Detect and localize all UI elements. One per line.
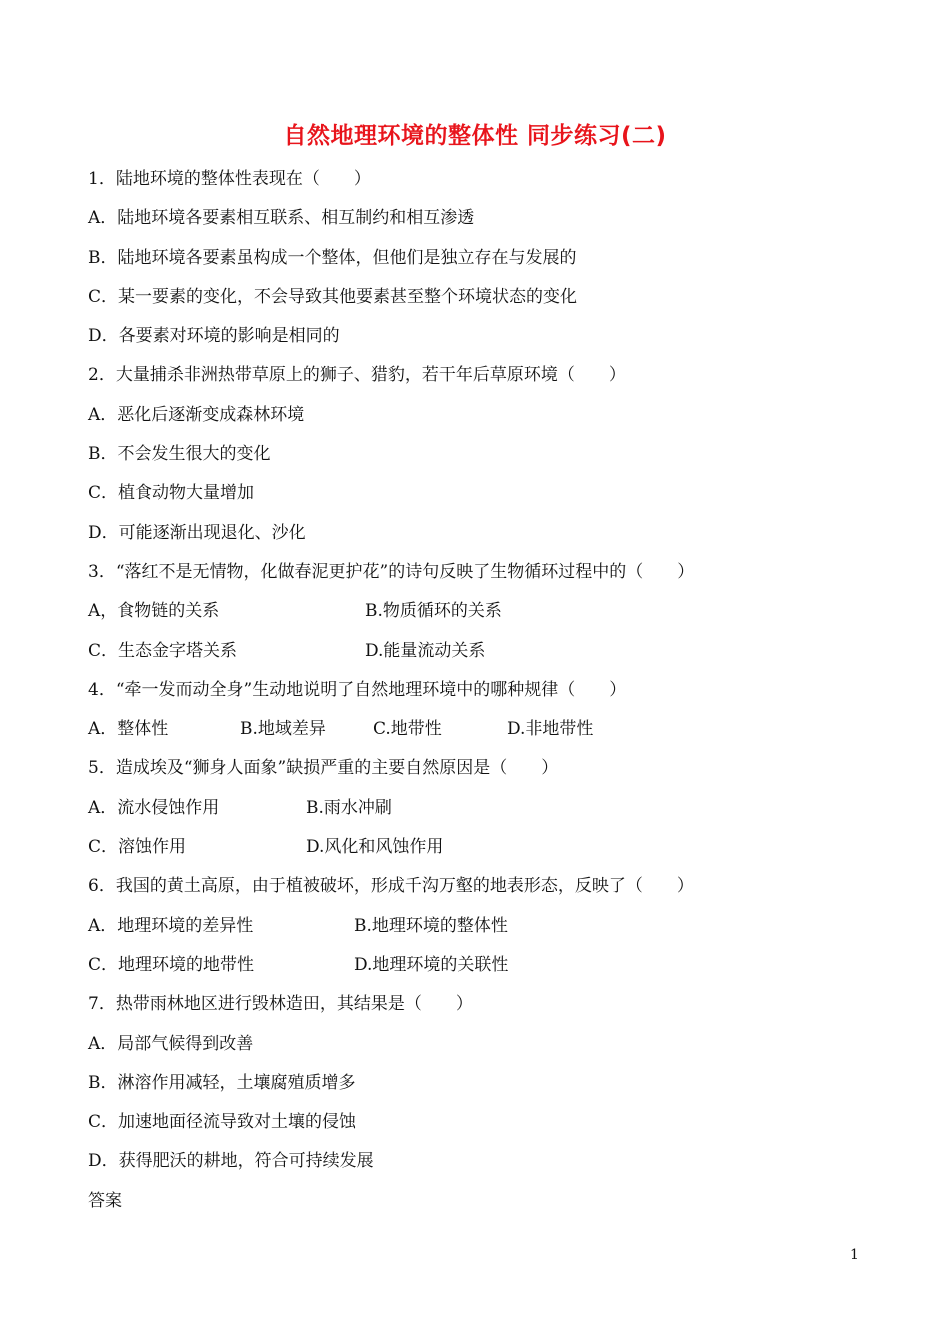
question-3-option-c: C．生态金字塔关系 (88, 640, 238, 661)
question-2-option-c: C．植食动物大量增加 (88, 483, 255, 504)
question-5-option-row-2 (88, 828, 888, 867)
question-7-option-b: B．淋溶作用减轻，土壤腐殖质增多 (88, 1072, 356, 1093)
question-7-option-c: C．加速地面径流导致对土壤的侵蚀 (88, 1112, 357, 1133)
question-6-option-row-2 (88, 946, 888, 985)
question-5-option-a: A．流水侵蚀作用 (88, 797, 220, 818)
page-number: 1 (850, 1247, 859, 1263)
question-3-option-b: B.物质循环的关系 (365, 601, 502, 622)
question-3-option-d: D.能量流动关系 (365, 640, 486, 661)
question-1-option-d: D．各要素对环境的影响是相同的 (88, 326, 340, 347)
question-6-option-c: C．地理环境的地带性 (88, 954, 255, 975)
question-7-stem: 7．热带雨林地区进行毁林造田，其结果是（ ） (88, 994, 473, 1015)
question-3-option-row-2 (88, 632, 888, 671)
question-2-option-b: B．不会发生很大的变化 (88, 444, 271, 465)
question-5-option-b: B.雨水冲刷 (306, 797, 392, 818)
question-1-option-b: B．陆地环境各要素虽构成一个整体，但他们是独立存在与发展的 (88, 247, 577, 268)
question-4-option-b: B.地域差异 (240, 719, 326, 740)
answer-heading: 答案 (88, 1190, 122, 1211)
question-7-option-d: D．获得肥沃的耕地，符合可持续发展 (88, 1151, 374, 1172)
question-6-option-row-1 (88, 907, 888, 946)
question-1-stem: 1．陆地环境的整体性表现在（ ） (88, 169, 371, 189)
question-6-option-b: B.地理环境的整体性 (354, 915, 508, 936)
question-4-option-row (88, 710, 888, 749)
page-title: 自然地理环境的整体性 同步练习(二) (283, 123, 667, 149)
question-5-option-c: C．溶蚀作用 (88, 837, 187, 858)
question-6-option-a: A．地理环境的差异性 (88, 915, 254, 936)
question-5-option-row-1 (88, 789, 888, 828)
question-5-stem: 5．造成埃及“狮身人面象”缺损严重的主要自然原因是（ ） (88, 758, 559, 779)
question-1-option-a: A．陆地环境各要素相互联系、相互制约和相互渗透 (88, 208, 475, 229)
question-2-option-d: D．可能逐渐出现退化、沙化 (88, 522, 306, 543)
question-4-stem: 4．“牵一发而动全身”生动地说明了自然地理环境中的哪种规律（ ） (88, 679, 627, 700)
question-3-stem: 3．“落红不是无情物，化做春泥更护花”的诗句反映了生物循环过程中的（ ） (88, 561, 695, 582)
question-3-option-row-1 (88, 592, 888, 631)
question-7-option-a: A．局部气候得到改善 (88, 1033, 254, 1054)
question-2-stem: 2．大量捕杀非洲热带草原上的狮子、猎豹，若干年后草原环境（ ） (88, 365, 626, 386)
question-4-option-a: A．整体性 (88, 719, 169, 740)
question-1-option-c: C．某一要素的变化，不会导致其他要素甚至整个环境状态的变化 (88, 286, 578, 307)
question-4-option-c: C.地带性 (373, 719, 442, 740)
question-2-option-a: A．恶化后逐渐变成森林环境 (88, 404, 305, 425)
question-6-option-d: D.地理环境的关联性 (354, 954, 509, 975)
question-4-option-d: D.非地带性 (507, 719, 594, 740)
question-list (88, 160, 888, 1221)
question-5-option-d: D.风化和风蚀作用 (306, 837, 444, 858)
question-3-option-a: A，食物链的关系 (88, 601, 220, 622)
question-6-stem: 6．我国的黄土高原，由于植被破坏，形成千沟万壑的地表形态，反映了（ ） (88, 876, 694, 897)
